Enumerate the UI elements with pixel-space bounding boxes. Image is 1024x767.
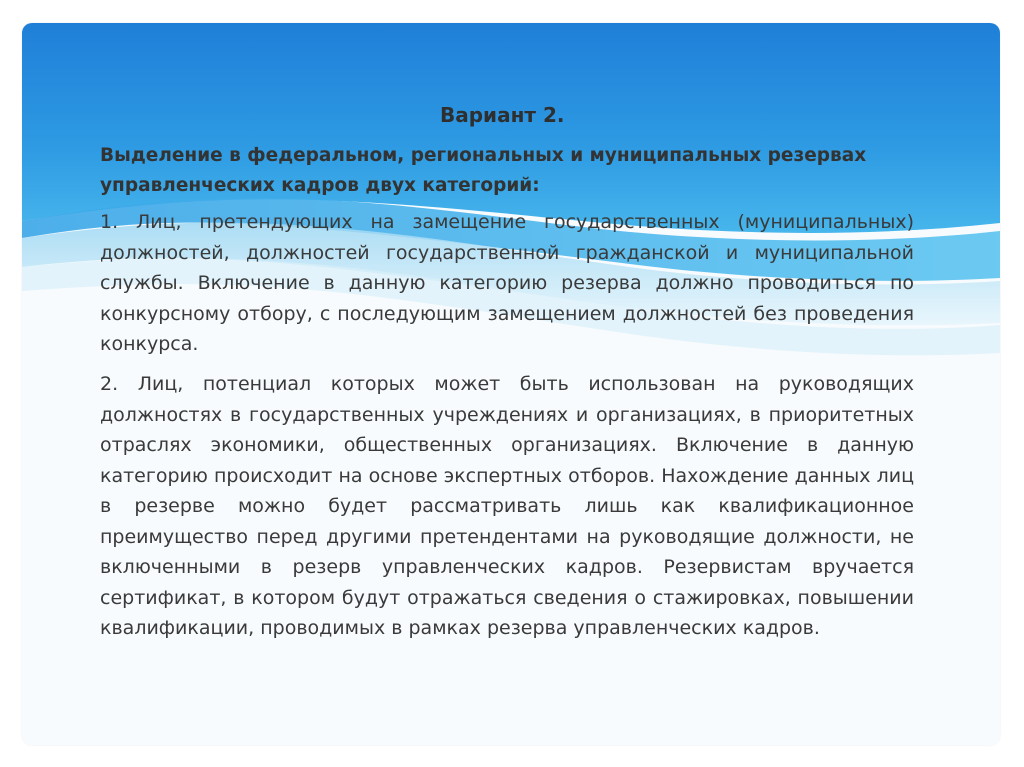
list-item: 2. Лиц, потенциал которых может быть использован на руководящих должностях в государственных учреждениях и организациях, в приоритетных отраслях экономики, общественных организациях. Включение в данную категорию происходит на основе экспертных отборов. Нахождение данных лиц в резерве можно будет рассматривать лишь как квалификационное преимущество перед другими претендентами на руководящие должности, не включенными в резерв управленческих кадров. Резервистам вручается сертификат, в котором будут отражаться сведения о стажировках, повышении квалификации, проводимых в рамках резерва управленческих кадров. [100, 373, 914, 639]
slide-subtitle: Выделение в федеральном, региональных и муниципальных резервах управленческих кадров двух категорий: [100, 145, 867, 196]
slide-panel [22, 23, 1000, 745]
slide-heading: Вариант 2. [440, 103, 565, 127]
list-item: 1. Лиц, претендующих на замещение государственных (муниципальных) должностей, должностей государственной гражданской и муниципальной службы. Включение в данную категорию резерва должно проводиться по конкурсному отбору, с последующим замещением должностей без проведения конкурса. [100, 211, 914, 355]
